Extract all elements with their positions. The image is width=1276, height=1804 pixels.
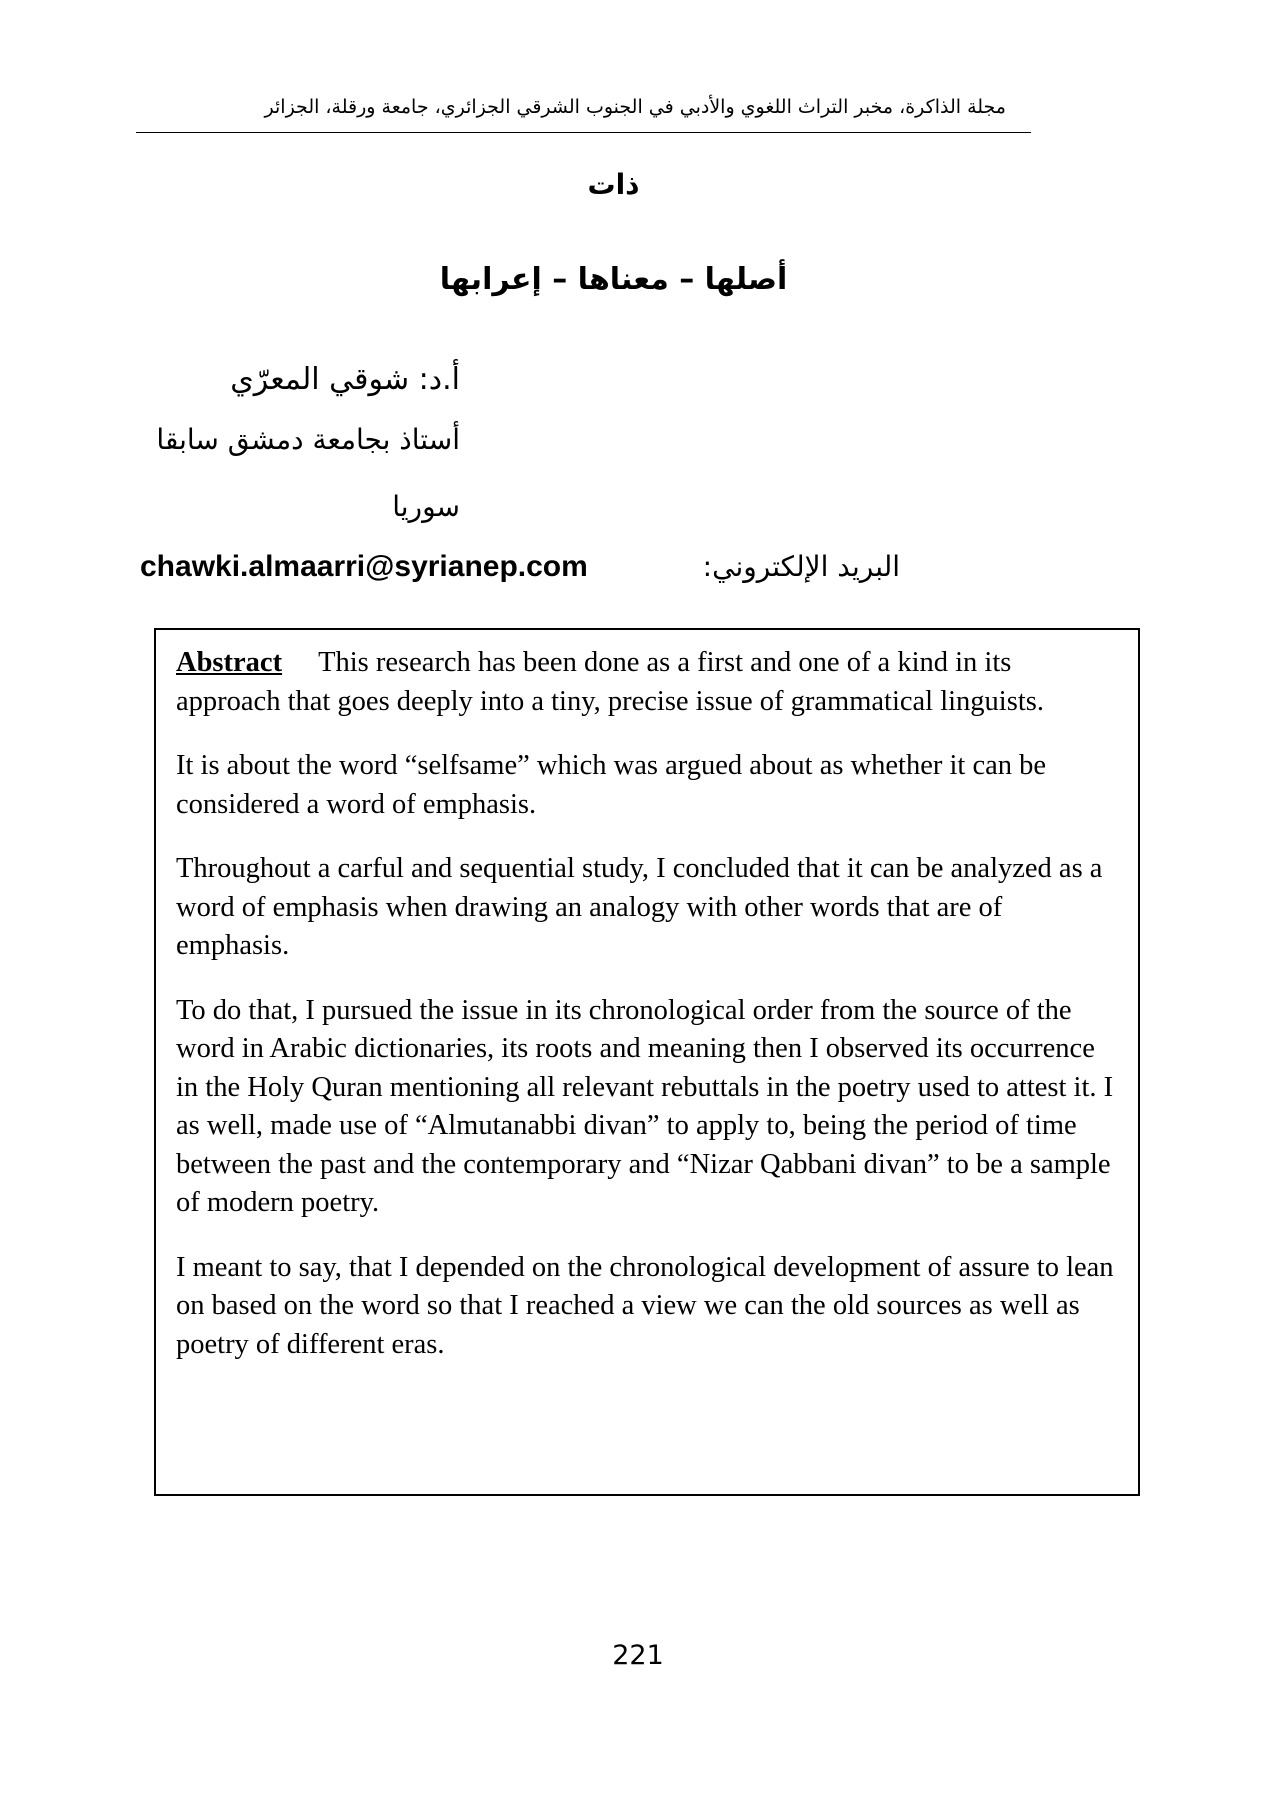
abstract-paragraph: Throughout a carful and sequential study, I concluded that it can be analyzed as a word of emphasis when drawing an analogy with other words that are of emphasis. bbox=[176, 853, 1103, 961]
abstract-paragraph: I meant to say, that I depended on the chronological development of assure to lean on based on the word so that I reached a view we can the old sources as well as poetry of different eras. bbox=[176, 1251, 1114, 1360]
abstract-paragraph: To do that, I pursued the issue in its chronological order from the source of the word in Arabic dictionaries, its roots and meaning then I observed its occurrence in the Holy Quran mentioning all relevant rebuttals in the poetry used to attest it. I as well, made use of “Almutanabbi divan” to apply to, being the period of time between the past and the contemporary and “Nizar Qabbani divan” to be a sample of modern poetry. bbox=[176, 994, 1114, 1218]
email-address[interactable]: chawki.almaarri@syrianep.com bbox=[140, 550, 588, 583]
abstract-paragraph: It is about the word “selfsame” which was argued about as whether it can be considered a word of emphasis. bbox=[176, 750, 1047, 820]
page-number: 221 bbox=[612, 1640, 664, 1671]
abstract-label: Abstract bbox=[176, 647, 283, 678]
journal-header: مجلة الذاكرة، مخبر التراث اللغوي والأدبي في الجنوب الشرقي الجزائري، جامعة ورقلة، الجزائر bbox=[264, 96, 1006, 118]
author-position: أستاذ بجامعة دمشق سابقا bbox=[156, 423, 460, 456]
abstract-box bbox=[154, 628, 1140, 1496]
email-label: البريد الإلكتروني: bbox=[702, 550, 900, 583]
article-subtitle: أصلها – معناها – إعرابها bbox=[439, 262, 788, 297]
email-row bbox=[140, 548, 900, 592]
abstract-paragraph bbox=[176, 644, 1116, 721]
abstract-paragraph-text: This research has been done as a first and one of a kind in its approach that goes deeply into a tiny, precise issue of grammatical linguists. bbox=[176, 647, 1044, 717]
author-country: سوريا bbox=[392, 490, 460, 523]
article-title: ذات bbox=[587, 168, 640, 201]
header-divider bbox=[136, 132, 1031, 133]
author-name: أ.د: شوقي المعرّي bbox=[230, 362, 460, 397]
